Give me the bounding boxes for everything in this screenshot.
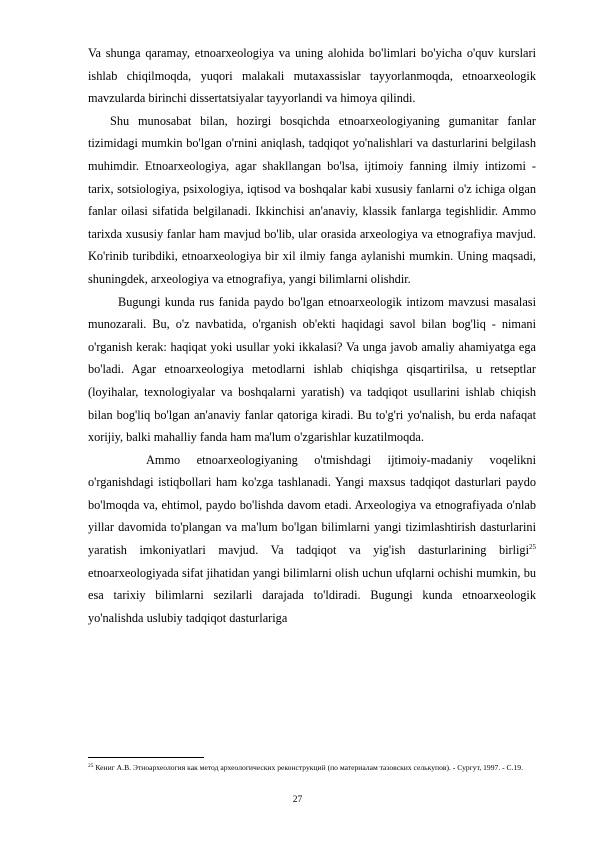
paragraph-4-text-before-ref: Ammo etnoarxeologiyaning o'tmishdagi ijtimoiy-madaniy voqelikni o'rganishdagi istiqbollari ham ko'zga tashlanadi. Yangi maxsus tadqiqot dasturlari paydo bo'lmoqda va, ehtimol, paydo bo'lishda davom etadi. Arxeologiya va etnografiyada o'nlab yillar davomida to'plangan va ma'lum bo'lgan bilimlarni yangi tizimlashtirish dasturlarini yaratish imkoniyatlari mavjud. Va tadqiqot va yig'ish dasturlarining birligi xyxy=(88,452,536,558)
page-number: 27 xyxy=(292,795,303,805)
paragraph-4 xyxy=(88,449,536,630)
footnote-reference[interactable]: 25 xyxy=(529,543,536,552)
footnote-number: 25 xyxy=(88,763,94,769)
paragraph-2: Shu munosabat bilan, hozirgi bosqichda etnoarxeologiyaning gumanitar fanlar tizimidagi mumkin bo'lgan o'rnini aniqlash, tadqiqot yo'nalishlari va dasturlarini belgilash muhimdir. Etnoarxeologiya, agar shakllangan bo'lsa, ijtimoiy fanning ilmiy intizomi - tarix, sotsiologiya, psixologiya, iqtisod va boshqalar kabi xususiy fanlarni o'z ichiga olgan fanlar oilasi sifatida belgilanadi. Ikkinchisi an'anaviy, klassik fanlarga tegishlidir. Ammo tarixda xususiy fanlar ham mavjud bo'lib, ular orasida arxeologiya va etnografiya mavjud. Ko'rinib turibdiki, etnoarxeologiya bir xil ilmiy fanga aylanishi mumkin. Uning maqsadi, shuningdek, arxeologiya va etnografiya, yangi bilimlarni olishdir. xyxy=(88,113,536,286)
footnote-text: Кениг А.В. Этноархеология как метод археологических реконструкций (по материалам тазовских селькупов). - Сургут, 1997. - С.19. xyxy=(93,763,523,772)
paragraph-4-text-after-ref: etnoarxeologiyada sifat jihatidan yangi bilimlarni olish uchun ufqlarni ochishi mumkin, bu esa tarixiy bilimlarni sezilarli darajada to'ldiradi. Bugungi kunda etnoarxeologik yo'nalishda uslubiy tadqiqot dasturlariga xyxy=(88,565,536,625)
footnote-separator xyxy=(88,757,204,758)
paragraph-3: Bugungi kunda rus fanida paydo bo'lgan etnoarxeologik intizom mavzusi masalasi munozarali. Bu, o'z navbatida, o'rganish ob'ekti haqidagi savol bilan bog'liq - nimani o'rganish kerak: haqiqat yoki usullar yoki ikkalasi? Va unga javob amaliy ahamiyatga ega bo'ladi. Agar etnoarxeologiya metodlarni ishlab chiqishga qisqartirilsa, u retseptlar (loyihalar, texnologiyalar va boshqalarni yaratish) va tadqiqot usullarini ishlab chiqish bilan bog'liq bo'lgan an'anaviy fanlar qatoriga kiradi. Bu to'g'ri yo'nalish, bu erda nafaqat xorijiy, balki mahalliy fanda ham ma'lum o'zgarishlar kuzatilmoqda. xyxy=(88,294,536,445)
paragraph-1: Va shunga qaramay, etnoarxeologiya va uning alohida bo'limlari bo'yicha o'quv kurslari ishlab chiqilmoqda, yuqori malakali mutaxassislar tayyorlanmoqda, etnoarxeologik mavzularda birinchi dissertatsiyalar tayyorlandi va himoya qilindi. xyxy=(88,46,536,106)
footnote xyxy=(88,762,536,773)
page-body xyxy=(88,42,536,629)
